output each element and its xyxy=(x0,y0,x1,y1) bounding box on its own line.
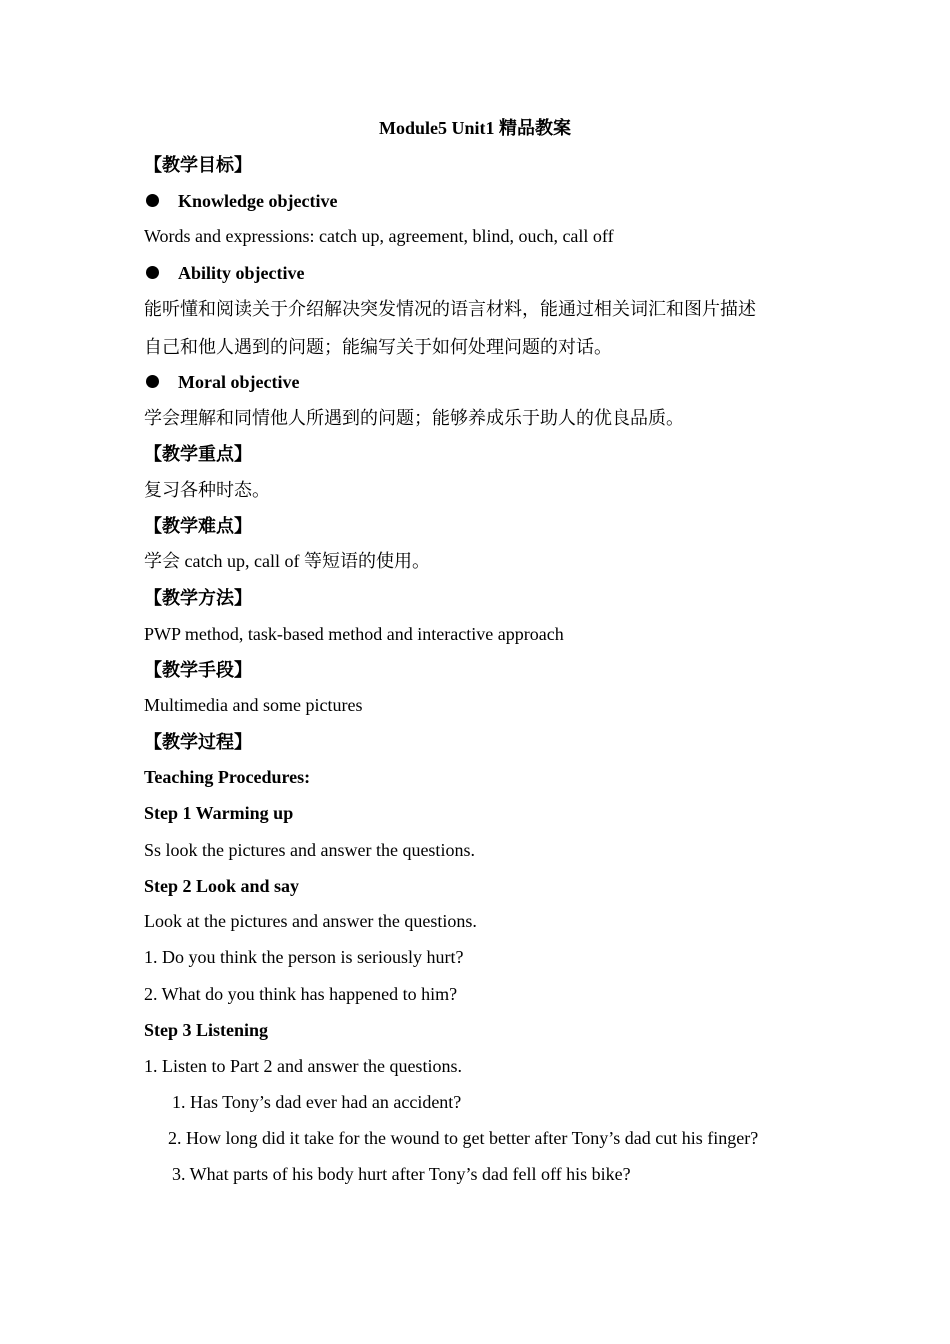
moral-objective-text: 学会理解和同情他人所遇到的问题；能够养成乐于助人的优良品质。 xyxy=(144,408,684,428)
step1-title: Step 1 Warming up xyxy=(144,803,294,823)
difficult-points-text: 学会 catch up, call of 等短语的使用。 xyxy=(144,551,430,571)
step2-title: Step 2 Look and say xyxy=(144,876,300,896)
bullet-icon xyxy=(146,375,159,388)
step3-item-1: 1. Listen to Part 2 and answer the questions. xyxy=(144,1056,462,1076)
step3-subquestion-2: 2. How long did it take for the wound to get better after Tony’s dad cut his finger? xyxy=(168,1128,759,1148)
objectives-heading: 【教学目标】 xyxy=(144,155,252,175)
step3-title: Step 3 Listening xyxy=(144,1020,269,1040)
methods-heading: 【教学方法】 xyxy=(144,588,252,608)
methods-text: PWP method, task-based method and interactive approach xyxy=(144,624,564,644)
ability-objective-label: Ability objective xyxy=(178,263,305,283)
difficult-points-heading: 【教学难点】 xyxy=(144,516,252,536)
key-points-text: 复习各种时态。 xyxy=(144,480,270,500)
bullet-icon xyxy=(146,194,159,207)
knowledge-objective-label: Knowledge objective xyxy=(178,191,338,211)
bullet-icon xyxy=(146,266,159,279)
knowledge-objective-text: Words and expressions: catch up, agreement, blind, ouch, call off xyxy=(144,226,614,246)
step2-text: Look at the pictures and answer the questions. xyxy=(144,911,477,931)
means-text: Multimedia and some pictures xyxy=(144,695,363,715)
step3-subquestion-3: 3. What parts of his body hurt after Tony’s dad fell off his bike? xyxy=(172,1164,631,1184)
key-points-heading: 【教学重点】 xyxy=(144,444,252,464)
step2-question-2: 2. What do you think has happened to him? xyxy=(144,984,458,1004)
step3-subquestion-1: 1. Has Tony’s dad ever had an accident? xyxy=(172,1092,462,1112)
means-heading: 【教学手段】 xyxy=(144,660,252,680)
moral-objective-label: Moral objective xyxy=(178,372,300,392)
process-heading: 【教学过程】 xyxy=(144,732,252,752)
procedures-label: Teaching Procedures: xyxy=(144,767,311,787)
page-title: Module5 Unit1 精品教案 xyxy=(378,118,571,138)
ability-objective-text-2: 自己和他人遇到的问题；能编写关于如何处理问题的对话。 xyxy=(144,337,612,357)
ability-objective-text-1: 能听懂和阅读关于介绍解决突发情况的语言材料，能通过相关词汇和图片描述 xyxy=(144,299,756,319)
step2-question-1: 1. Do you think the person is seriously hurt? xyxy=(144,947,464,967)
step1-text: Ss look the pictures and answer the questions. xyxy=(144,840,475,860)
